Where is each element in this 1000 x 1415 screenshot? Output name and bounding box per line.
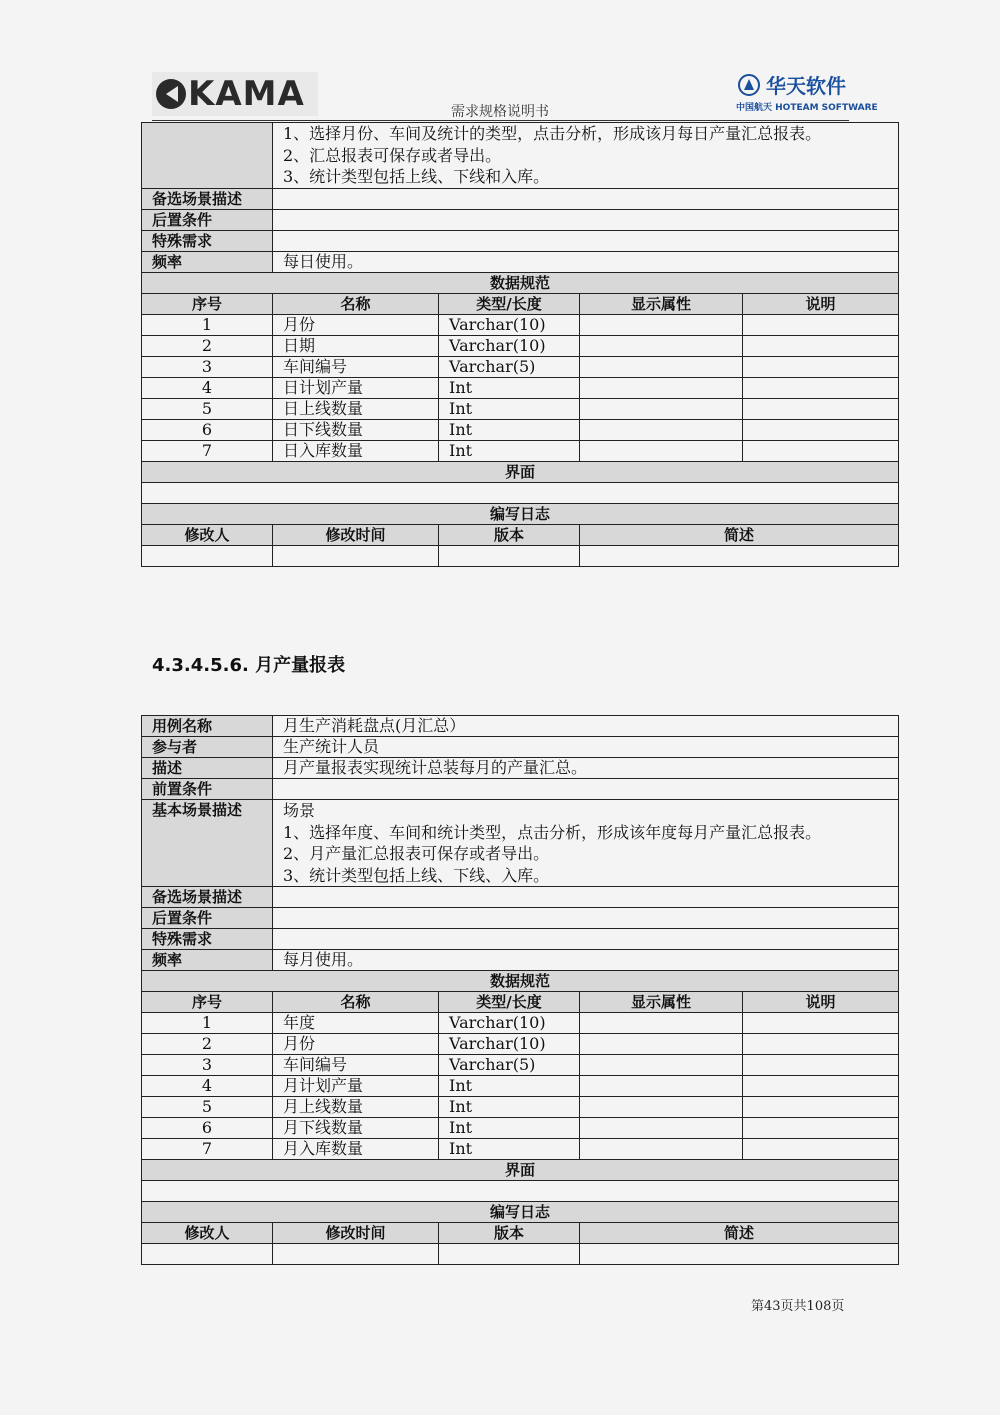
scenario-line: 场景 (283, 801, 316, 820)
field-display (580, 1097, 743, 1118)
field-display (580, 1139, 743, 1160)
column-header: 名称 (273, 293, 439, 314)
scenario-line: 3、统计类型包括上线、下线和入库。 (283, 167, 550, 186)
table-row (142, 419, 899, 440)
field-display (580, 440, 743, 461)
description-label: 描述 (142, 758, 273, 779)
field-display (580, 398, 743, 419)
log-header-row (142, 524, 899, 545)
log-column-header: 版本 (439, 1223, 580, 1244)
frequency-row (142, 950, 899, 971)
post-condition-value (273, 209, 899, 230)
use-case-table-daily (141, 122, 899, 567)
use-case-table-monthly (141, 715, 899, 1265)
basic-scenario-value (273, 800, 899, 887)
log-section-title: 编写日志 (142, 1202, 899, 1223)
alt-scenario-label: 备选场景描述 (142, 887, 273, 908)
field-type: Int (439, 398, 580, 419)
row-number: 2 (142, 335, 273, 356)
field-name: 年度 (273, 1013, 439, 1034)
column-header: 类型/长度 (439, 992, 580, 1013)
field-display (580, 314, 743, 335)
post-condition-row (142, 908, 899, 929)
scenario-line: 2、月产量汇总报表可保存或者导出。 (283, 844, 550, 863)
column-header: 说明 (743, 992, 899, 1013)
field-name: 月下线数量 (273, 1118, 439, 1139)
usecase-name-label: 用例名称 (142, 716, 273, 737)
field-note (743, 1013, 899, 1034)
row-number: 6 (142, 419, 273, 440)
column-header: 类型/长度 (439, 293, 580, 314)
ui-section-title: 界面 (142, 461, 899, 482)
log-cell (142, 1244, 273, 1265)
field-type: Varchar(5) (439, 1055, 580, 1076)
special-req-row (142, 230, 899, 251)
row-number: 2 (142, 1034, 273, 1055)
field-note (743, 356, 899, 377)
field-type: Varchar(10) (439, 314, 580, 335)
log-column-header: 修改时间 (273, 1223, 439, 1244)
field-type: Int (439, 440, 580, 461)
field-display (580, 1034, 743, 1055)
basic-scenario-row (142, 123, 899, 189)
page-number: 第43页共108页 (751, 1299, 845, 1314)
alt-scenario-row (142, 188, 899, 209)
row-number: 3 (142, 1055, 273, 1076)
special-req-label: 特殊需求 (142, 929, 273, 950)
table-row (142, 1097, 899, 1118)
description-value: 月产量报表实现统计总装每月的产量汇总。 (273, 758, 899, 779)
table-row (142, 1013, 899, 1034)
field-type: Varchar(10) (439, 1034, 580, 1055)
field-note (743, 1139, 899, 1160)
table-row (142, 1118, 899, 1139)
row-number: 1 (142, 314, 273, 335)
log-row (142, 1244, 899, 1265)
scenario-line: 2、汇总报表可保存或者导出。 (283, 145, 502, 165)
field-note (743, 1055, 899, 1076)
ui-title-row (142, 1160, 899, 1181)
field-type: Int (439, 1139, 580, 1160)
pre-condition-label: 前置条件 (142, 779, 273, 800)
table-row (142, 377, 899, 398)
ui-section-title: 界面 (142, 1160, 899, 1181)
field-note (743, 440, 899, 461)
log-column-header: 修改时间 (273, 524, 439, 545)
basic-scenario-row (142, 800, 899, 887)
log-cell (273, 1244, 439, 1265)
field-note (743, 398, 899, 419)
alt-scenario-value (273, 887, 899, 908)
field-type: Int (439, 1076, 580, 1097)
description-row (142, 758, 899, 779)
pre-condition-value (273, 779, 899, 800)
hoteam-emblem-icon (738, 74, 760, 96)
field-name: 月计划产量 (273, 1076, 439, 1097)
field-type: Int (439, 419, 580, 440)
document-title: 需求规格说明书 (451, 104, 549, 120)
post-condition-value (273, 908, 899, 929)
scenario-line: 1、选择年度、车间和统计类型，点击分析，形成该年度每月产量汇总报表。 (283, 822, 822, 842)
row-number: 4 (142, 1076, 273, 1097)
usecase-name-value: 月生产消耗盘点(月汇总） (273, 716, 899, 737)
field-display (580, 377, 743, 398)
special-req-row (142, 929, 899, 950)
pre-condition-row (142, 779, 899, 800)
field-name: 月入库数量 (273, 1139, 439, 1160)
basic-scenario-label (142, 123, 273, 189)
actor-label: 参与者 (142, 737, 273, 758)
column-header: 显示属性 (580, 992, 743, 1013)
column-header: 序号 (142, 293, 273, 314)
field-name: 日计划产量 (273, 377, 439, 398)
ui-content-row (142, 1181, 899, 1202)
data-spec-title-row (142, 272, 899, 293)
field-name: 日下线数量 (273, 419, 439, 440)
log-cell (580, 545, 899, 566)
frequency-row (142, 251, 899, 272)
log-title-row (142, 503, 899, 524)
kama-logo-text: KAMA (188, 74, 305, 114)
field-note (743, 419, 899, 440)
field-note (743, 377, 899, 398)
field-type: Varchar(10) (439, 335, 580, 356)
field-type: Int (439, 1118, 580, 1139)
data-spec-title-row (142, 971, 899, 992)
field-name: 日入库数量 (273, 440, 439, 461)
row-number: 7 (142, 440, 273, 461)
field-display (580, 1055, 743, 1076)
field-name: 日上线数量 (273, 398, 439, 419)
ui-section-content (142, 482, 899, 503)
table-row (142, 356, 899, 377)
frequency-label: 频率 (142, 950, 273, 971)
log-column-header: 修改人 (142, 524, 273, 545)
data-spec-header-row (142, 293, 899, 314)
log-cell (439, 545, 580, 566)
log-section-title: 编写日志 (142, 503, 899, 524)
log-column-header: 简述 (580, 524, 899, 545)
special-req-value (273, 929, 899, 950)
usecase-name-row (142, 716, 899, 737)
log-title-row (142, 1202, 899, 1223)
field-name: 车间编号 (273, 356, 439, 377)
log-header-row (142, 1223, 899, 1244)
field-name: 月份 (273, 314, 439, 335)
frequency-value: 每月使用。 (273, 950, 899, 971)
special-req-value (273, 230, 899, 251)
field-note (743, 314, 899, 335)
actor-value: 生产统计人员 (273, 737, 899, 758)
data-spec-title: 数据规范 (142, 971, 899, 992)
field-display (580, 356, 743, 377)
post-condition-label: 后置条件 (142, 908, 273, 929)
column-header: 显示属性 (580, 293, 743, 314)
actor-row (142, 737, 899, 758)
field-name: 日期 (273, 335, 439, 356)
log-row (142, 545, 899, 566)
table-row (142, 440, 899, 461)
basic-scenario-label: 基本场景描述 (142, 800, 273, 887)
field-name: 车间编号 (273, 1055, 439, 1076)
section-heading: 4.3.4.5.6. 月产量报表 (152, 655, 346, 676)
ui-content-row (142, 482, 899, 503)
field-display (580, 1013, 743, 1034)
table-row (142, 1076, 899, 1097)
field-name: 月份 (273, 1034, 439, 1055)
ui-section-content (142, 1181, 899, 1202)
hoteam-logo-title: 华天软件 (766, 74, 846, 98)
row-number: 3 (142, 356, 273, 377)
row-number: 4 (142, 377, 273, 398)
log-column-header: 版本 (439, 524, 580, 545)
field-type: Varchar(5) (439, 356, 580, 377)
field-type: Varchar(10) (439, 1013, 580, 1034)
hoteam-logo-subtitle: 中国航天 HOTEAM SOFTWARE (736, 103, 878, 113)
data-spec-header-row (142, 992, 899, 1013)
scenario-line: 1、选择月份、车间及统计的类型，点击分析，形成该月每日产量汇总报表。 (283, 124, 822, 143)
table-row (142, 1034, 899, 1055)
log-cell (439, 1244, 580, 1265)
field-display (580, 1118, 743, 1139)
row-number: 7 (142, 1139, 273, 1160)
field-note (743, 1076, 899, 1097)
row-number: 5 (142, 398, 273, 419)
log-column-header: 修改人 (142, 1223, 273, 1244)
table-row (142, 314, 899, 335)
log-column-header: 简述 (580, 1223, 899, 1244)
table-row (142, 1139, 899, 1160)
frequency-label: 频率 (142, 251, 273, 272)
log-cell (142, 545, 273, 566)
field-type: Int (439, 377, 580, 398)
field-note (743, 1097, 899, 1118)
ui-title-row (142, 461, 899, 482)
basic-scenario-value (273, 123, 899, 189)
column-header: 说明 (743, 293, 899, 314)
post-condition-row (142, 209, 899, 230)
field-display (580, 419, 743, 440)
table-row (142, 1055, 899, 1076)
field-note (743, 335, 899, 356)
field-display (580, 335, 743, 356)
row-number: 6 (142, 1118, 273, 1139)
alt-scenario-row (142, 887, 899, 908)
row-number: 5 (142, 1097, 273, 1118)
field-display (580, 1076, 743, 1097)
log-cell (273, 545, 439, 566)
alt-scenario-label: 备选场景描述 (142, 188, 273, 209)
field-note (743, 1118, 899, 1139)
data-spec-title: 数据规范 (142, 272, 899, 293)
column-header: 序号 (142, 992, 273, 1013)
frequency-value: 每日使用。 (273, 251, 899, 272)
table-row (142, 335, 899, 356)
field-note (743, 1034, 899, 1055)
field-name: 月上线数量 (273, 1097, 439, 1118)
log-cell (580, 1244, 899, 1265)
table-row (142, 398, 899, 419)
post-condition-label: 后置条件 (142, 209, 273, 230)
field-type: Int (439, 1097, 580, 1118)
scenario-line: 3、统计类型包括上线、下线、入库。 (283, 865, 550, 885)
alt-scenario-value (273, 188, 899, 209)
column-header: 名称 (273, 992, 439, 1013)
header-divider (152, 120, 849, 121)
row-number: 1 (142, 1013, 273, 1034)
special-req-label: 特殊需求 (142, 230, 273, 251)
